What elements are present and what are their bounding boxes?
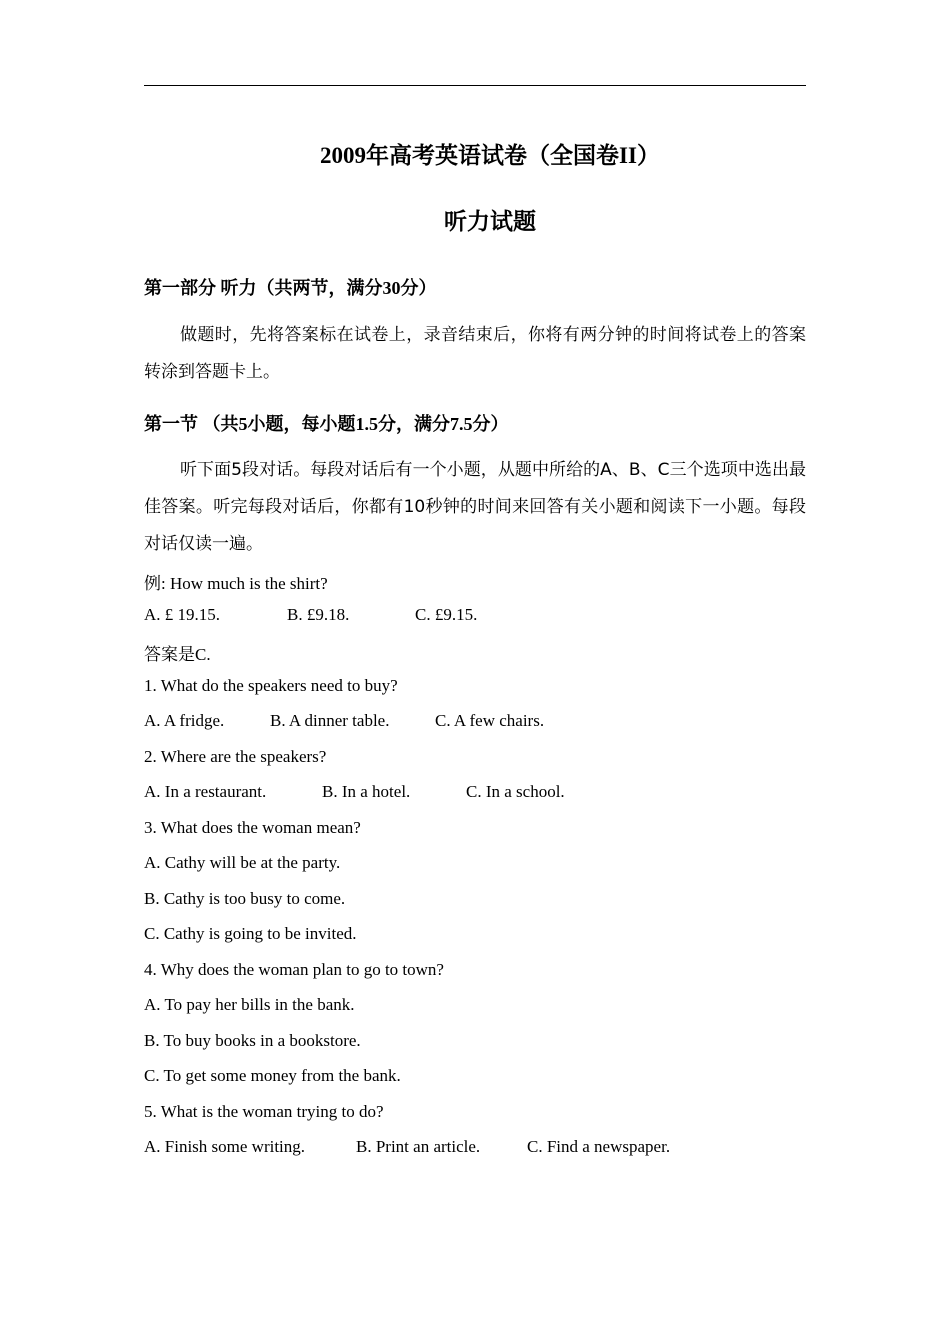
option-a: A. A fridge. xyxy=(144,711,225,730)
section1-instructions: 听下面5段对话。每段对话后有一个小题，从题中所给的A、B、C三个选项中选出最佳答案。听完每段对话后，你都有10秒钟的时间来回答有关小题和阅读下一小题。每段对话仅读一遍。 xyxy=(144,460,806,554)
option-c: C. Find a newspaper. xyxy=(527,1137,671,1156)
page-subtitle: 听力试题 xyxy=(444,209,536,234)
example-option-a: A. £ 19.15. xyxy=(144,605,221,624)
option-b: B. A dinner table. xyxy=(270,711,390,730)
page-title: 2009年高考英语试卷（全国卷II） xyxy=(320,143,660,168)
question-5-options xyxy=(144,1137,670,1157)
question-3-option-a: A. Cathy will be at the party. xyxy=(144,853,341,872)
question-1-options xyxy=(144,711,544,731)
example-option-b: B. £9.18. xyxy=(287,605,350,624)
question-2-options xyxy=(144,782,565,802)
example-answer: 答案是C. xyxy=(144,645,211,664)
question-4-option-a: A. To pay her bills in the bank. xyxy=(144,995,355,1014)
section1-heading: 第一节 （共5小题，每小题1.5分，满分7.5分） xyxy=(144,414,509,434)
question-4-option-c: C. To get some money from the bank. xyxy=(144,1066,401,1085)
example-option-c: C. £9.15. xyxy=(415,605,478,624)
question-2: 2. Where are the speakers? xyxy=(144,747,327,766)
question-3-option-b: B. Cathy is too busy to come. xyxy=(144,889,346,908)
question-4: 4. Why does the woman plan to go to town? xyxy=(144,960,444,979)
example-question: 例: How much is the shirt? xyxy=(144,574,328,593)
example-options xyxy=(144,605,477,625)
part1-instructions: 做题时，先将答案标在试卷上，录音结束后，你将有两分钟的时间将试卷上的答案转涂到答题卡上。 xyxy=(144,325,806,382)
question-1: 1. What do the speakers need to buy? xyxy=(144,676,398,695)
question-5: 5. What is the woman trying to do? xyxy=(144,1102,384,1121)
part1-heading: 第一部分 听力（共两节，满分30分） xyxy=(144,278,437,298)
option-b: B. In a hotel. xyxy=(322,782,411,801)
option-a: A. In a restaurant. xyxy=(144,782,267,801)
option-c: C. In a school. xyxy=(466,782,565,801)
option-c: C. A few chairs. xyxy=(435,711,545,730)
question-3-option-c: C. Cathy is going to be invited. xyxy=(144,924,357,943)
option-b: B. Print an article. xyxy=(356,1137,481,1156)
option-a: A. Finish some writing. xyxy=(144,1137,306,1156)
question-3: 3. What does the woman mean? xyxy=(144,818,361,837)
header-rule xyxy=(144,85,806,86)
question-4-option-b: B. To buy books in a bookstore. xyxy=(144,1031,361,1050)
